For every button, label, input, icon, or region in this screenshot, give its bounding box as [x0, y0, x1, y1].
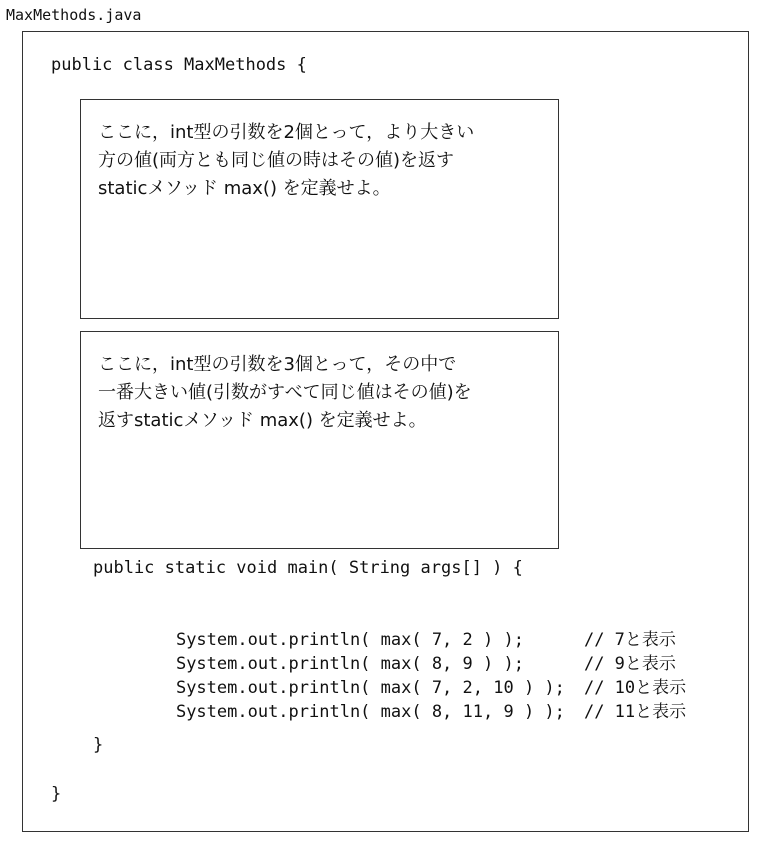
task-box-three-args — [80, 331, 559, 549]
code-line — [135, 604, 686, 650]
task-line: ここに，int型の引数を2個とって，より大きい — [98, 122, 475, 143]
main-method-close-brace: } — [93, 735, 104, 755]
println-statement: System.out.println( max( 8, 9 ) ); — [175, 654, 524, 674]
println-statement: System.out.println( max( 8, 11, 9 ) ); — [175, 702, 565, 722]
println-statement: System.out.println( max( 7, 2 ) ); — [175, 630, 524, 650]
task-line: 返すstaticメソッド max() を定義せよ。 — [98, 410, 427, 431]
task-line: ここに，int型の引数を3個とって，その中で — [98, 354, 457, 375]
task-line: staticメソッド max() を定義せよ。 — [98, 178, 391, 199]
println-statements — [135, 604, 687, 722]
code-comment: // 9と表示 — [583, 654, 676, 674]
task-instruction-two-args — [98, 119, 548, 203]
task-line: 一番大きい値(引数がすべて同じ値はその値)を — [98, 382, 472, 403]
main-method-declaration: public static void main( String args[] ) { — [93, 558, 523, 578]
task-line: 方の値(両方とも同じ値の時はその値)を返す — [98, 150, 455, 171]
code-comment: // 11と表示 — [583, 702, 687, 722]
file-name: MaxMethods.java — [6, 6, 142, 24]
task-instruction-three-args — [98, 351, 548, 435]
code-comment: // 10と表示 — [583, 678, 687, 698]
code-comment: // 7と表示 — [583, 630, 676, 650]
class-declaration: public class MaxMethods { — [51, 55, 307, 75]
task-box-two-args — [80, 99, 559, 319]
class-close-brace: } — [51, 784, 62, 804]
println-statement: System.out.println( max( 7, 2, 10 ) ); — [175, 678, 565, 698]
